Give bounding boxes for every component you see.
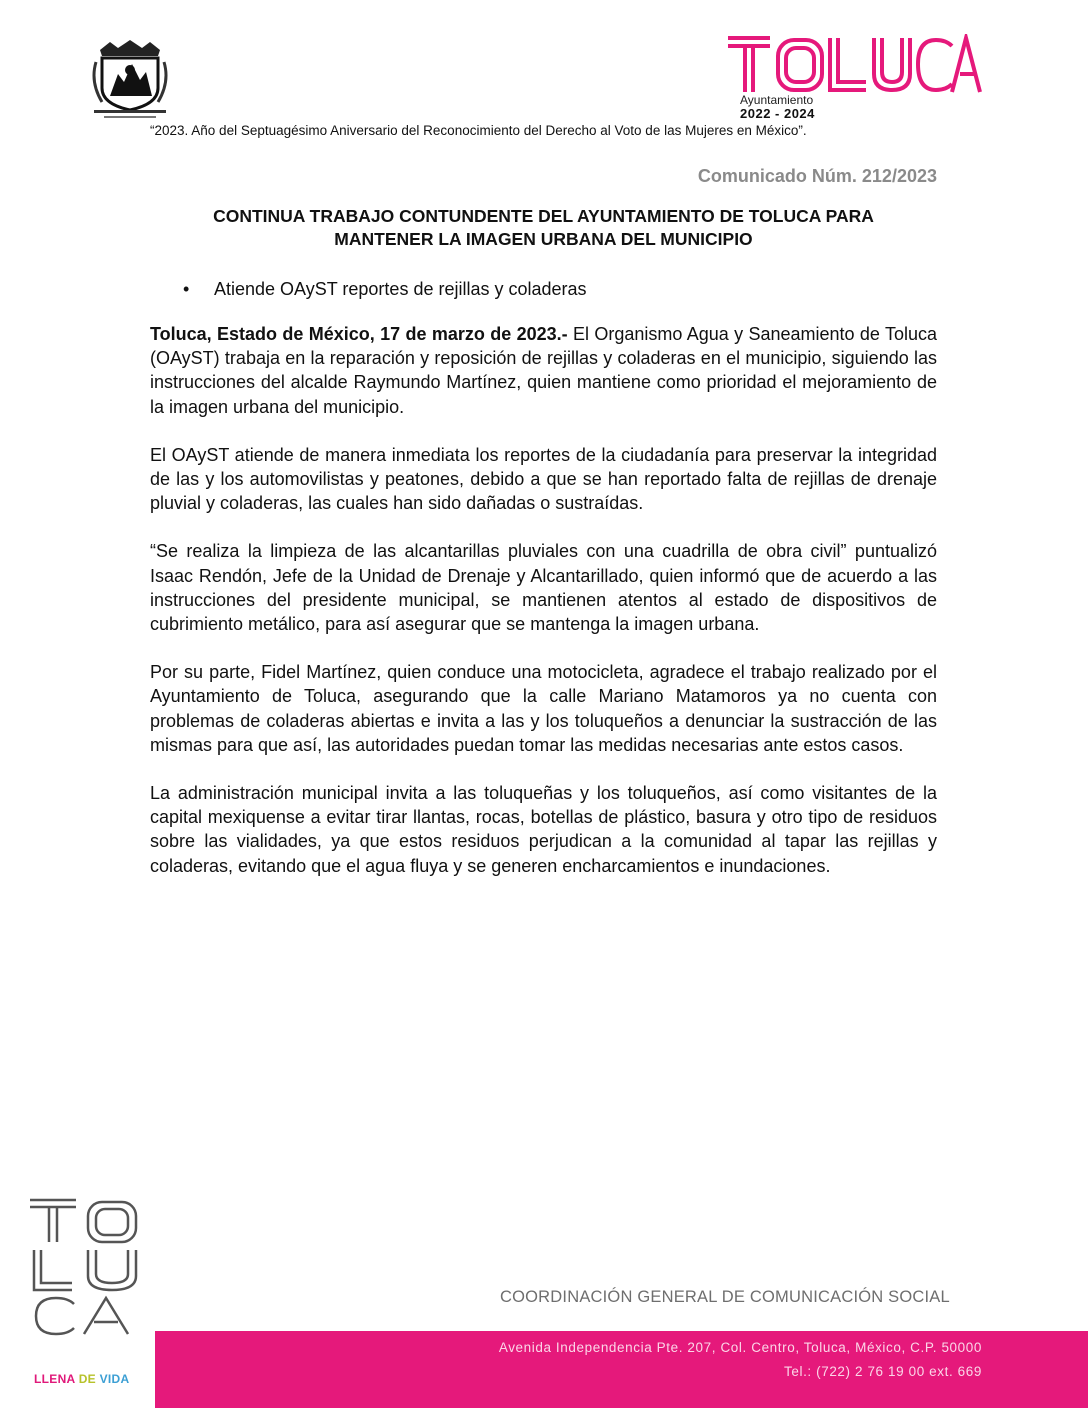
headline-line-1: CONTINUA TRABAJO CONTUNDENTE DEL AYUNTAMIENTO DE TOLUCA PARA: [213, 206, 874, 226]
body-paragraph-3: “Se realiza la limpieza de las alcantarillas pluviales con una cuadrilla de obra civil” puntualizó Isaac Rendón, Jefe de la Unidad de Drenaje y Alcantarillado, quien informó que de acuerdo a las instrucciones del presidente municipal, se mantienen atentos al estado de dispositivos de cubrimiento metálico, para así asegurar que se mantenga la imagen urbana.: [150, 541, 937, 635]
footer-slogan: [34, 1372, 129, 1386]
body-paragraph-5: La administración municipal invita a las toluqueñas y los toluqueños, así como visitantes de la capital mexiquense a evitar tirar llantas, rocas, botellas de plástico, basura y otro tipo de residuos sobre las vialidades, ya que estos residuos perjudican a la comunidad al tapar las rejillas y coladeras, evitando que el agua fluya y se generen encharcamientos e inundaciones.: [150, 783, 937, 876]
body-paragraph-4: Por su parte, Fidel Martínez, quien conduce una motocicleta, agradece el trabajo realizado por el Ayuntamiento de Toluca, asegurando que la calle Mariano Matamoros ya no cuenta con problemas de coladeras abiertas e invita a las y los toluqueños a denunciar la sustracción de las mismas para que así, las autoridades puedan tomar las medidas necesarias ante estos casos.: [150, 662, 937, 755]
body-paragraph-1: [150, 322, 937, 419]
footer-toluca-logo: [26, 1196, 142, 1336]
slogan-part-2: DE: [75, 1372, 100, 1386]
bullet-icon: •: [183, 279, 190, 299]
ayuntamiento-label: Ayuntamiento: [740, 93, 814, 107]
slogan-part-3: VIDA: [99, 1372, 130, 1386]
coordination-label: COORDINACIÓN GENERAL DE COMUNICACIÓN SOCIAL: [500, 1288, 950, 1306]
headline-line-2: MANTENER LA IMAGEN URBANA DEL MUNICIPIO: [334, 229, 753, 249]
summary-bullet: [150, 277, 937, 301]
toluca-brand-logo: [726, 34, 982, 96]
body-paragraph-2: El OAyST atiende de manera inmediata los reportes de la ciudadanía para preservar la integridad de las y los automovilistas y peatones, debido a que se han reportado falta de rejillas de drenaje pluvial y coladeras, las cuales han sido dañadas o sustraídas.: [150, 444, 937, 514]
municipal-seal-logo: [86, 36, 174, 122]
article-body: [150, 322, 937, 902]
summary-bullets: [150, 277, 937, 301]
dateline: Toluca, Estado de México, 17 de marzo de 2023.-: [150, 324, 568, 344]
ayuntamiento-years: 2022 - 2024: [740, 106, 815, 121]
year-motto: “2023. Año del Septuagésimo Aniversario del Reconocimiento del Derecho al Voto de las Mujeres en México”.: [150, 123, 807, 138]
footer-address: Avenida Independencia Pte. 207, Col. Centro, Toluca, México, C.P. 50000: [498, 1340, 982, 1355]
footer-phone: Tel.: (722) 2 76 19 00 ext. 669: [784, 1364, 982, 1379]
summary-bullet-text: Atiende OAyST reportes de rejillas y coladeras: [214, 279, 587, 299]
slogan-part-1: LLENA: [34, 1372, 76, 1386]
release-number: Comunicado Núm. 212/2023: [697, 166, 937, 186]
body-paragraph-1-text: El Organismo Agua y Saneamiento de Toluca (OAyST) trabaja en la reparación y reposición de rejillas y coladeras en el municipio, siguiendo las instrucciones del alcalde Raymundo Martínez, quien mantiene como prioridad el mejoramiento de la imagen urbana del municipio.: [150, 324, 938, 417]
headline: [150, 205, 937, 251]
